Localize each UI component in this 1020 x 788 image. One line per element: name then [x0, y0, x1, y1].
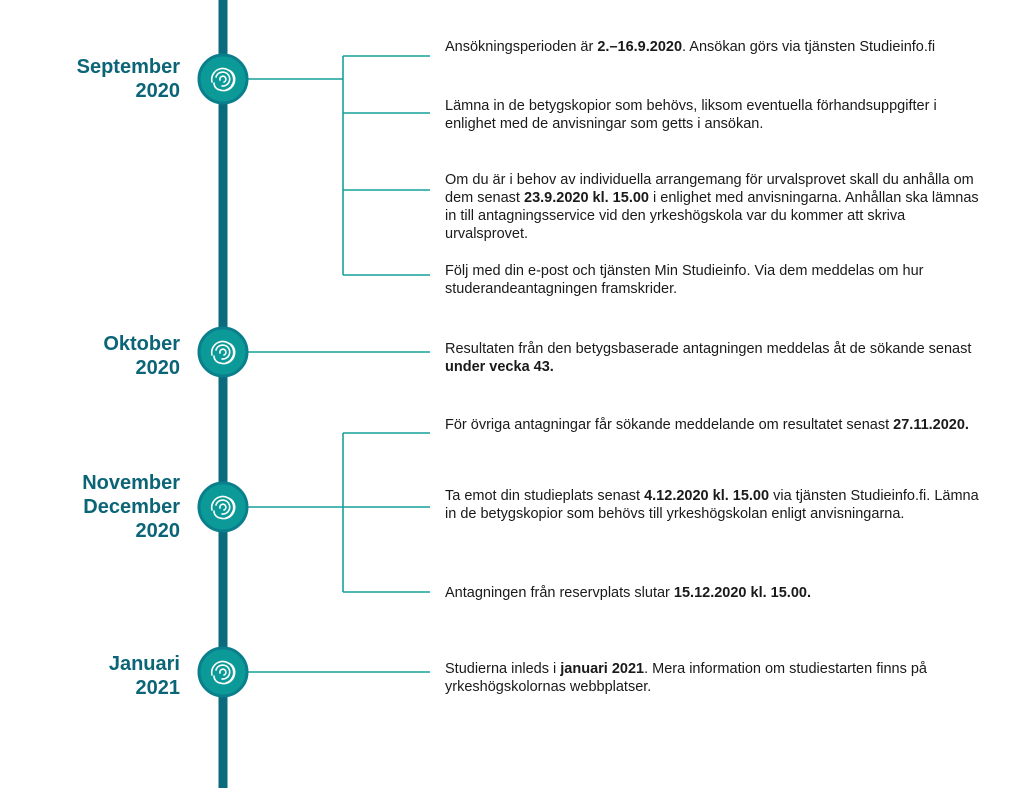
- emphasized-text: 2.–16.9.2020: [597, 39, 683, 55]
- period-label-line: September: [76, 56, 180, 78]
- emphasized-text: 15.12.2020 kl. 15.00.: [673, 585, 811, 601]
- concentric-swirl-logo-icon: [199, 648, 247, 696]
- text-run: Resultaten från den betygsbaserade antagningen meddelas åt de sökande senast: [445, 341, 972, 357]
- text-run: via tjänsten Studieinfo.fi. Lämna in de betygskopior som behövs till yrkeshögskolan enligt anvisningarna.: [445, 488, 979, 522]
- period-label: [77, 55, 180, 103]
- period-label-line: 2020: [135, 80, 180, 102]
- concentric-swirl-logo-icon: [199, 328, 247, 376]
- timeline-item-text: [445, 584, 985, 602]
- text-run: Om du är i behov av individuella arrangemang för urvalsprovet skall du anhålla om dem senast: [445, 172, 974, 206]
- period-label-line: 2021: [135, 677, 180, 699]
- emphasized-text: 23.9.2020 kl. 15.00: [524, 190, 649, 206]
- emphasized-text: under vecka 43.: [445, 359, 554, 375]
- period-label-line: 2020: [135, 357, 180, 379]
- timeline-item-text: [445, 171, 985, 243]
- text-run: Studierna inleds i: [445, 661, 561, 677]
- timeline-item-text: [445, 487, 985, 523]
- text-run: Följ med din e-post och tjänsten Min Studieinfo. Via dem meddelas om hur studerandeantagningen framskrider.: [445, 263, 924, 297]
- timeline-item-text: [445, 97, 985, 133]
- period-label-line: Januari: [108, 653, 180, 675]
- period-connector-group: [223, 433, 430, 592]
- text-run: För övriga antagningar får sökande meddelande om resultatet senast: [445, 417, 894, 433]
- emphasized-text: januari 2021: [560, 661, 645, 677]
- text-run: . Mera information om studiestarten finns på yrkeshögskolornas webbplatser.: [445, 661, 927, 695]
- period-label-line: November: [82, 472, 180, 494]
- period-label-line: 2020: [135, 520, 180, 542]
- concentric-swirl-logo-icon: [199, 55, 247, 103]
- period-connector-group: [223, 56, 430, 275]
- text-run: Antagningen från reservplats slutar: [445, 585, 674, 601]
- text-run: Ta emot din studieplats senast: [445, 488, 645, 504]
- period-label-line: Oktober: [103, 333, 180, 355]
- period-label: [109, 652, 180, 700]
- emphasized-text: 27.11.2020.: [893, 417, 969, 433]
- concentric-swirl-logo-icon: [199, 483, 247, 531]
- text-run: Lämna in de betygskopior som behövs, liksom eventuella förhandsuppgifter i enlighet med de anvisningar som getts i ansökan.: [445, 98, 937, 132]
- timeline-item-text: [445, 416, 985, 434]
- period-label-line: December: [83, 496, 180, 518]
- timeline-item-text: [445, 38, 985, 56]
- text-run: Ansökningsperioden är: [445, 39, 598, 55]
- timeline-item-text: [445, 340, 985, 376]
- timeline-item-text: [445, 660, 985, 696]
- text-run: i enlighet med anvisningarna. Anhållan ska lämnas in till antagningsservice vid den yrkeshögskola var du kommer att skriva urvalsprovet.: [445, 190, 979, 242]
- timeline-item-text: [445, 262, 985, 298]
- period-label: [103, 332, 180, 380]
- period-label: [82, 471, 180, 543]
- text-run: . Ansökan görs via tjänsten Studieinfo.fi: [682, 39, 936, 55]
- emphasized-text: 4.12.2020 kl. 15.00: [644, 488, 770, 504]
